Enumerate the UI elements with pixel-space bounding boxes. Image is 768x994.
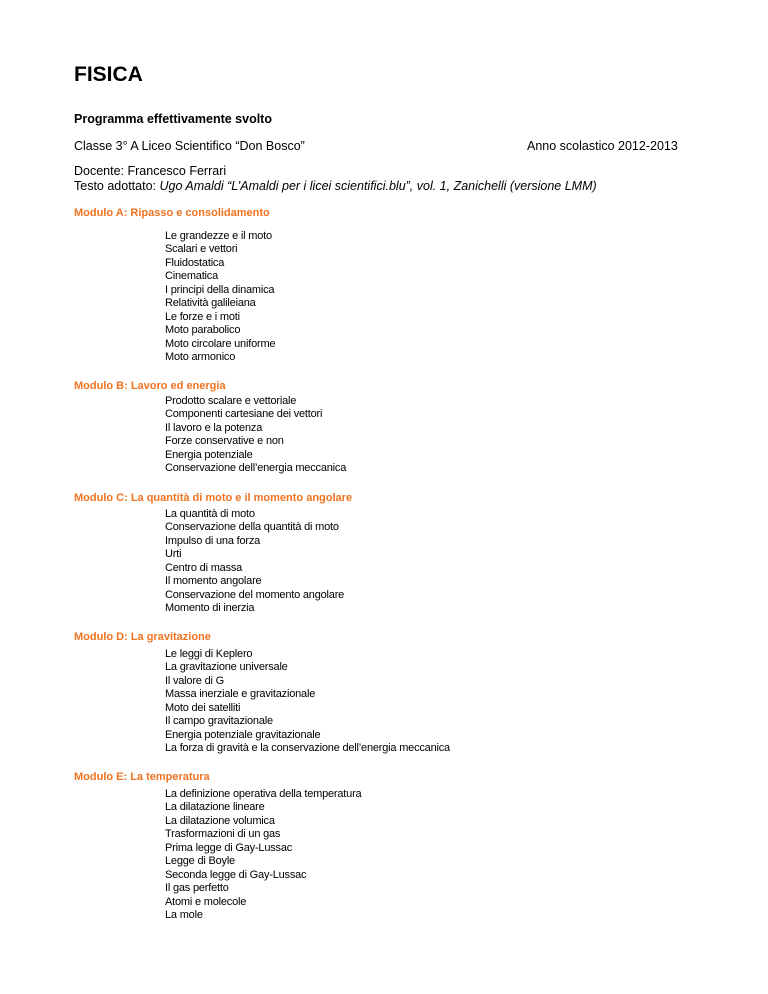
- module-b-title: Modulo B: Lavoro ed energia: [74, 380, 226, 392]
- topic-item: Energia potenziale: [165, 448, 253, 461]
- module-b: [74, 380, 694, 476]
- topic-item: Il momento angolare: [165, 575, 262, 587]
- module-d: [74, 631, 694, 756]
- topic-item: Impulso di una forza: [165, 534, 261, 547]
- module-c: [74, 492, 694, 616]
- topic-item: Conservazione del momento angolare: [165, 588, 345, 601]
- topic-item: Prima legge di Gay-Lussac: [165, 841, 293, 854]
- topic-item: I principi della dinamica: [165, 283, 275, 296]
- topic-item: Atomi e molecole: [165, 895, 247, 908]
- module-a-topics: [74, 230, 694, 365]
- topic-item: Centro di massa: [165, 561, 243, 574]
- topic-item: Moto circolare uniforme: [165, 337, 276, 350]
- topic-item: Forze conservative e non: [165, 435, 284, 447]
- textbook-title: Ugo Amaldi “L’Amaldi per i licei scientifici.blu”, vol. 1, Zanichelli (versione LMM): [159, 179, 597, 193]
- topic-item: Moto armonico: [165, 351, 236, 363]
- document-title: FISICA: [74, 63, 143, 86]
- class-info: Classe 3° A Liceo Scientifico “Don Bosco”: [74, 139, 305, 153]
- topic-item: Fluidostatica: [165, 256, 225, 269]
- topic-item: Componenti cartesiane dei vettori: [165, 408, 323, 420]
- topic-item: Prodotto scalare e vettoriale: [165, 394, 297, 407]
- topic-item: Le grandezze e il moto: [165, 229, 272, 242]
- topic-item: Il valore di G: [165, 674, 224, 687]
- topic-item: Cinematica: [165, 270, 219, 282]
- topic-item: La forza di gravità e la conservazione dell’energia meccanica: [165, 742, 450, 754]
- module-c-topics: [74, 508, 694, 616]
- module-e: [74, 771, 694, 923]
- topic-item: Conservazione dell’energia meccanica: [165, 462, 347, 474]
- topic-item: Energia potenziale gravitazionale: [165, 728, 321, 741]
- topic-item: Trasformazioni di un gas: [165, 828, 281, 840]
- module-a: [74, 207, 694, 365]
- textbook-label: Testo adottato:: [74, 179, 160, 193]
- topic-item: Massa inerziale e gravitazionale: [165, 688, 316, 700]
- topic-item: La gravitazione universale: [165, 661, 288, 673]
- topic-item: Scalari e vettori: [165, 243, 238, 255]
- topic-item: Momento di inerzia: [165, 602, 255, 614]
- topic-item: Le leggi di Keplero: [165, 647, 253, 660]
- topic-item: La quantità di moto: [165, 507, 255, 520]
- topic-item: La dilatazione lineare: [165, 801, 265, 813]
- module-d-topics: [74, 648, 694, 756]
- topic-item: Il lavoro e la potenza: [165, 421, 263, 434]
- topic-item: Il campo gravitazionale: [165, 715, 273, 727]
- topic-item: Legge di Boyle: [165, 855, 235, 867]
- topic-item: La mole: [165, 909, 203, 921]
- module-e-title: Modulo E: La temperatura: [74, 771, 210, 783]
- topic-item: Il gas perfetto: [165, 882, 229, 894]
- module-d-title: Modulo D: La gravitazione: [74, 631, 211, 643]
- module-e-topics: [74, 788, 694, 923]
- module-b-topics: [74, 395, 694, 476]
- topic-item: Seconda legge di Gay-Lussac: [165, 868, 307, 881]
- topic-item: Moto dei satelliti: [165, 701, 241, 714]
- teacher-name: Docente: Francesco Ferrari: [74, 164, 227, 178]
- module-c-title: Modulo C: La quantità di moto e il momento angolare: [74, 492, 353, 504]
- module-a-title: Modulo A: Ripasso e consolidamento: [74, 207, 270, 219]
- topic-item: La definizione operativa della temperatura: [165, 787, 362, 800]
- textbook-line: [74, 178, 597, 194]
- topic-item: La dilatazione volumica: [165, 814, 275, 827]
- topic-item: Relatività galileiana: [165, 297, 256, 309]
- topic-item: Le forze e i moti: [165, 310, 240, 323]
- topic-item: Moto parabolico: [165, 324, 241, 336]
- document-subtitle: Programma effettivamente svolto: [74, 112, 272, 126]
- topic-item: Urti: [165, 548, 182, 560]
- topic-item: Conservazione della quantità di moto: [165, 521, 339, 533]
- school-year: Anno scolastico 2012-2013: [527, 139, 678, 153]
